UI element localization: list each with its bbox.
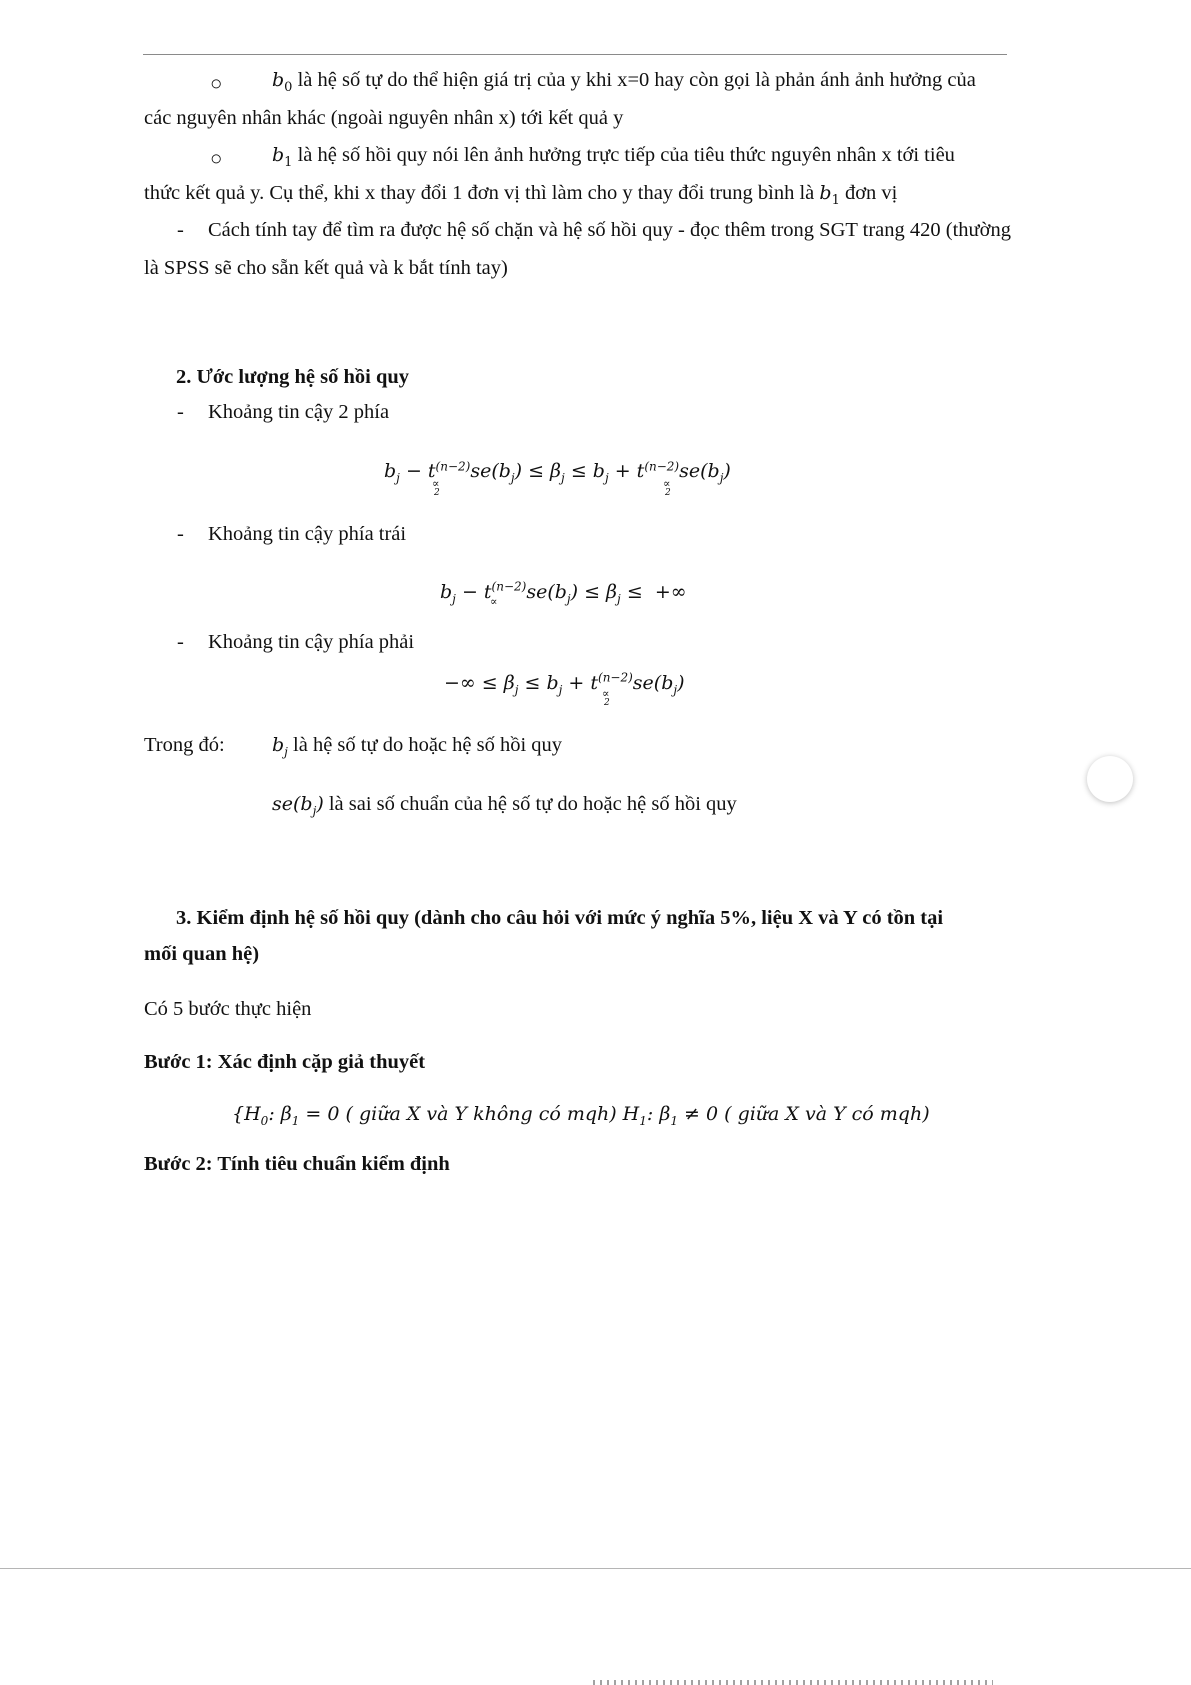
b1-description: $b_1$ là hệ số hồi quy nói lên ảnh hưởng trực tiếp của tiêu thức nguyên nhân x tới tiêu xyxy=(272,144,955,171)
alpha-half-2: ∝ xyxy=(663,477,671,490)
section-3-heading-cont: mối quan hệ) xyxy=(144,943,260,965)
alpha-half-2-den: 2 xyxy=(665,488,671,498)
bullet-circle: ○ xyxy=(210,148,223,170)
where-se: $se(b_j)$ là sai số chuẩn của hệ số tự do hoặc hệ số hồi quy xyxy=(272,793,737,818)
dash-marker: - xyxy=(177,219,184,241)
section-2-heading: 2. Ước lượng hệ số hồi quy xyxy=(176,366,410,388)
floating-action-button[interactable] xyxy=(1087,756,1133,802)
alpha-symbol: ∝ xyxy=(490,595,498,608)
where-bj: $b_j$ là hệ số tự do hoặc hệ số hồi quy xyxy=(272,734,563,759)
dash-marker: - xyxy=(177,523,184,545)
left-sided-label: Khoảng tin cậy phía trái xyxy=(208,523,407,545)
header-rule xyxy=(143,54,1007,55)
right-sided-label: Khoảng tin cậy phía phải xyxy=(208,631,415,653)
b1-description-cont: thức kết quả y. Cụ thể, khi x thay đổi 1 đơn vị thì làm cho y thay đổi trung bình là $b_1$ đơn vị xyxy=(144,182,898,209)
two-sided-label: Khoảng tin cậy 2 phía xyxy=(208,401,390,423)
b0-description: $b_0$ là hệ số tự do thể hiện giá trị của y khi x=0 hay còn gọi là phản ánh ảnh hưởng của xyxy=(272,69,976,96)
left-sided-formula: $b_j - t^{(n-2)}se(b_j) \le \beta_j$ ≤ +∞ xyxy=(440,579,687,606)
hypothesis-formula: {$H_0$: $\beta_1 = 0$ ( giữa X và Y không có mqh) $H_1$: $\beta_1 \ne 0$ ( giữa X và Y có mqh) xyxy=(232,1103,930,1128)
steps-intro: Có 5 bước thực hiện xyxy=(144,998,312,1020)
manual-calc-note-cont: là SPSS sẽ cho sẵn kết quả và k bắt tính tay) xyxy=(144,257,508,279)
two-sided-formula: $b_j - t^{(n-2)}se(b_j) \le \beta_j \le b_j + t^{(n-2)}se(b_j)$ xyxy=(384,459,731,485)
step-2-heading: Bước 2: Tính tiêu chuẩn kiểm định xyxy=(144,1153,450,1175)
page-bottom-rule xyxy=(0,1568,1191,1569)
step-1-heading: Bước 1: Xác định cặp giả thuyết xyxy=(144,1051,426,1073)
right-sided-formula: −∞ ≤ $\beta_j \le b_j + t^{(n-2)}se(b_j)$ xyxy=(444,670,685,697)
alpha-half-1: ∝ xyxy=(432,477,440,490)
manual-calc-note: Cách tính tay để tìm ra được hệ số chặn và hệ số hồi quy - đọc thêm trong SGT trang 420 (thường xyxy=(208,219,1012,241)
alpha-half-1-den: 2 xyxy=(434,488,440,498)
alpha-half-3-den: 2 xyxy=(604,698,610,708)
where-label: Trong đó: xyxy=(144,734,225,756)
dash-marker: - xyxy=(177,401,184,423)
section-3-heading: 3. Kiểm định hệ số hồi quy (dành cho câu hỏi với mức ý nghĩa 5%, liệu X và Y có tồn tại xyxy=(176,907,944,929)
dash-marker: - xyxy=(177,631,184,653)
alpha-half-3: ∝ xyxy=(602,687,610,700)
b0-description-cont: các nguyên nhân khác (ngoài nguyên nhân x) tới kết quả y xyxy=(144,107,624,129)
bullet-circle: ○ xyxy=(210,73,223,95)
scan-artifact xyxy=(593,1680,993,1685)
